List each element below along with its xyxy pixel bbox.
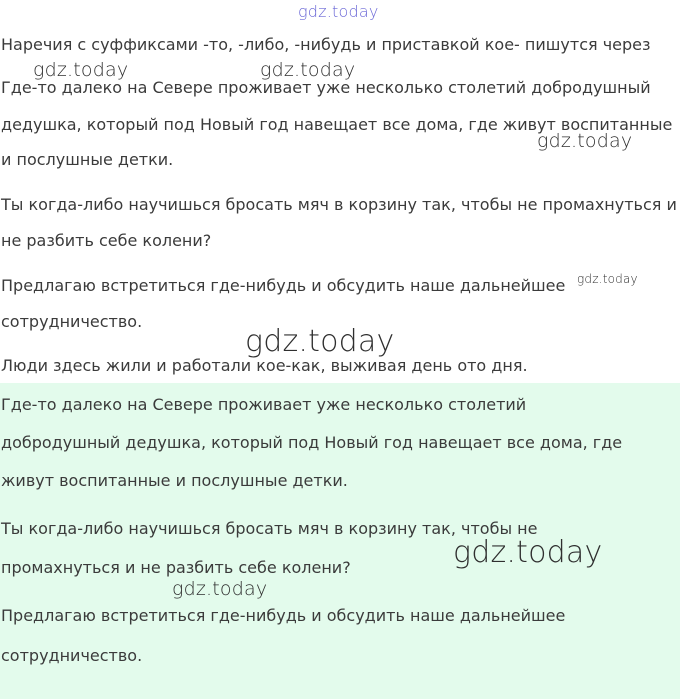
answer-line-5: промахнуться и не разбить себе колени? — [1, 558, 351, 577]
watermark: gdz.today — [172, 578, 268, 600]
task-line-8: Люди здесь жили и работали кое-как, выживая день ото дня. — [1, 356, 528, 375]
answer-line-2: добродушный дедушка, который под Новый год навещает все дома, где — [1, 433, 623, 452]
watermark: gdz.today — [577, 272, 638, 286]
task-line-1: Где-то далеко на Севере проживает уже несколько столетий добродушный — [1, 78, 651, 97]
answer-line-1: Где-то далеко на Севере проживает уже несколько столетий — [1, 395, 527, 414]
watermark-top: gdz.today — [298, 2, 379, 21]
watermark: gdz.today — [33, 59, 129, 81]
answer-line-3: живут воспитанные и послушные детки. — [1, 471, 348, 490]
watermark: gdz.today — [245, 324, 395, 359]
intro-text: Наречия с суффиксами -то, -либо, -нибудь и приставкой кое- пишутся через — [1, 35, 651, 54]
watermark: gdz.today — [260, 59, 356, 81]
watermark: gdz.today — [453, 535, 603, 570]
watermark: gdz.today — [537, 130, 633, 152]
task-line-5: не разбить себе колени? — [1, 231, 212, 250]
task-line-2: дедушка, который под Новый год навещает все дома, где живут воспитанные — [1, 115, 673, 134]
answer-line-4: Ты когда-либо научишься бросать мяч в корзину так, чтобы не — [1, 519, 538, 538]
task-line-6: Предлагаю встретиться где-нибудь и обсудить наше дальнейшее — [1, 276, 566, 295]
task-line-4: Ты когда-либо научишься бросать мяч в корзину так, чтобы не промахнуться и — [1, 195, 677, 214]
answer-line-7: сотрудничество. — [1, 646, 143, 665]
task-line-3: и послушные детки. — [1, 150, 174, 169]
answer-line-6: Предлагаю встретиться где-нибудь и обсудить наше дальнейшее — [1, 606, 566, 625]
task-line-7: сотрудничество. — [1, 312, 143, 331]
